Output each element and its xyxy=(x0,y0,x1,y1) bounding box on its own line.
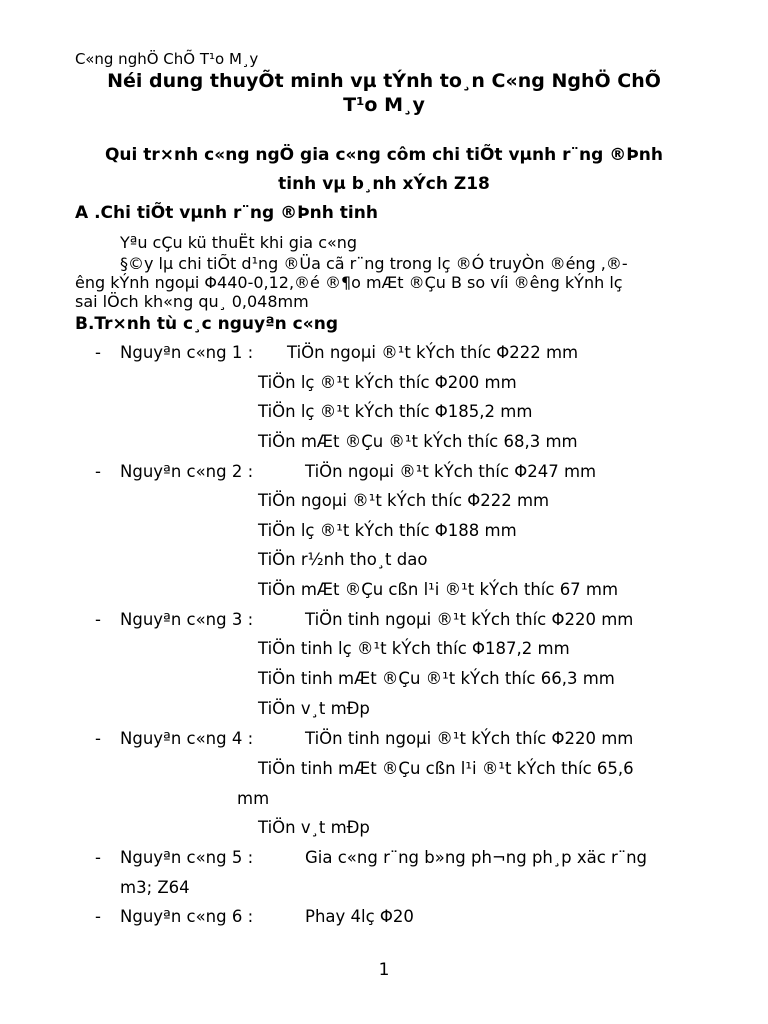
step-label: Nguyªn c«ng 5 : xyxy=(120,848,254,867)
requirements-line-2: êng kÝnh ngoµi Φ440-0,12,®é ®¶o mÆt ®Çu B so víi ®êng kÝnh lç xyxy=(75,273,623,292)
list-bullet: - xyxy=(95,462,101,481)
list-bullet: - xyxy=(95,729,101,748)
step-label: Nguyªn c«ng 1 : xyxy=(120,343,254,362)
step-operation: TiÖn v¸t mÐp xyxy=(258,818,370,837)
step-label: Nguyªn c«ng 2 : xyxy=(120,462,254,481)
page-number: 1 xyxy=(378,960,390,980)
running-header: C«ng nghÖ ChÕ T¹o M¸y xyxy=(75,50,259,68)
requirements-heading: Yªu cÇu kü thuËt khi gia c«ng xyxy=(120,233,358,252)
step-operation: TiÖn ngoµi ®¹t kÝch thíc Φ222 mm xyxy=(258,491,550,510)
list-bullet: - xyxy=(95,907,101,926)
step-operation: TiÖn tinh ngoµi ®¹t kÝch thíc Φ220 mm xyxy=(305,610,634,629)
step-operation: Gia c«ng r¨ng b»ng ph¬ng ph¸p xäc r¨ng xyxy=(305,848,648,867)
step-operation: Phay 4lç Φ20 xyxy=(305,907,414,926)
step-operation: TiÖn ngoµi ®¹t kÝch thíc Φ247 mm xyxy=(305,462,597,481)
step-operation: TiÖn ngoµi ®¹t kÝch thíc Φ222 mm xyxy=(287,343,579,362)
page-title-line-2: T¹o M¸y xyxy=(343,94,425,116)
subtitle-line-2: tinh vµ b¸nh xÝch Z18 xyxy=(278,174,490,194)
list-bullet: - xyxy=(95,848,101,867)
subtitle-line-1: Qui tr×nh c«ng ngÖ gia c«ng côm chi tiÕt vµnh r¨ng ®Þnh xyxy=(104,145,663,165)
step-operation: TiÖn mÆt ®Çu ®¹t kÝch thíc 68,3 mm xyxy=(258,432,578,451)
step-operation: TiÖn v¸t mÐp xyxy=(258,699,370,718)
step-operation: TiÖn r½nh tho¸t dao xyxy=(258,550,428,569)
step-label: Nguyªn c«ng 6 : xyxy=(120,907,254,926)
section-b-heading: B.Tr×nh tù c¸c nguyªn c«ng xyxy=(75,314,339,334)
step-operation: TiÖn tinh ngoµi ®¹t kÝch thíc Φ220 mm xyxy=(305,729,634,748)
step-operation: TiÖn tinh lç ®¹t kÝch thíc Φ187,2 mm xyxy=(258,639,570,658)
step-label: Nguyªn c«ng 3 : xyxy=(120,610,254,629)
requirements-line-1: §©y lµ chi tiÕt d¹ng ®Üa cã r¨ng trong lç ®Ó truyÒn ®éng ,®- xyxy=(120,254,628,273)
section-a-heading: A .Chi tiÕt vµnh r¨ng ®Þnh tinh xyxy=(75,203,378,223)
step-operation: TiÖn lç ®¹t kÝch thíc Φ188 mm xyxy=(258,521,517,540)
step-operation: TiÖn tinh mÆt ®Çu cßn l¹i ®¹t kÝch thíc 65,6 xyxy=(258,759,634,778)
step-operation: TiÖn lç ®¹t kÝch thíc Φ185,2 mm xyxy=(258,402,533,421)
step-operation: TiÖn tinh mÆt ®Çu ®¹t kÝch thíc 66,3 mm xyxy=(258,669,615,688)
page-title-line-1: Néi dung thuyÕt minh vµ tÝnh to¸n C«ng NghÖ ChÕ xyxy=(107,70,661,92)
step-label: Nguyªn c«ng 4 : xyxy=(120,729,254,748)
step-operation-continued: mm xyxy=(237,789,270,808)
requirements-line-3: sai lÖch kh«ng qu¸ 0,048mm xyxy=(75,292,309,311)
list-bullet: - xyxy=(95,343,101,362)
list-bullet: - xyxy=(95,610,101,629)
step-operation-continued: m3; Z64 xyxy=(120,878,190,897)
step-operation: TiÖn lç ®¹t kÝch thíc Φ200 mm xyxy=(258,373,517,392)
step-operation: TiÖn mÆt ®Çu cßn l¹i ®¹t kÝch thíc 67 mm xyxy=(258,580,619,599)
